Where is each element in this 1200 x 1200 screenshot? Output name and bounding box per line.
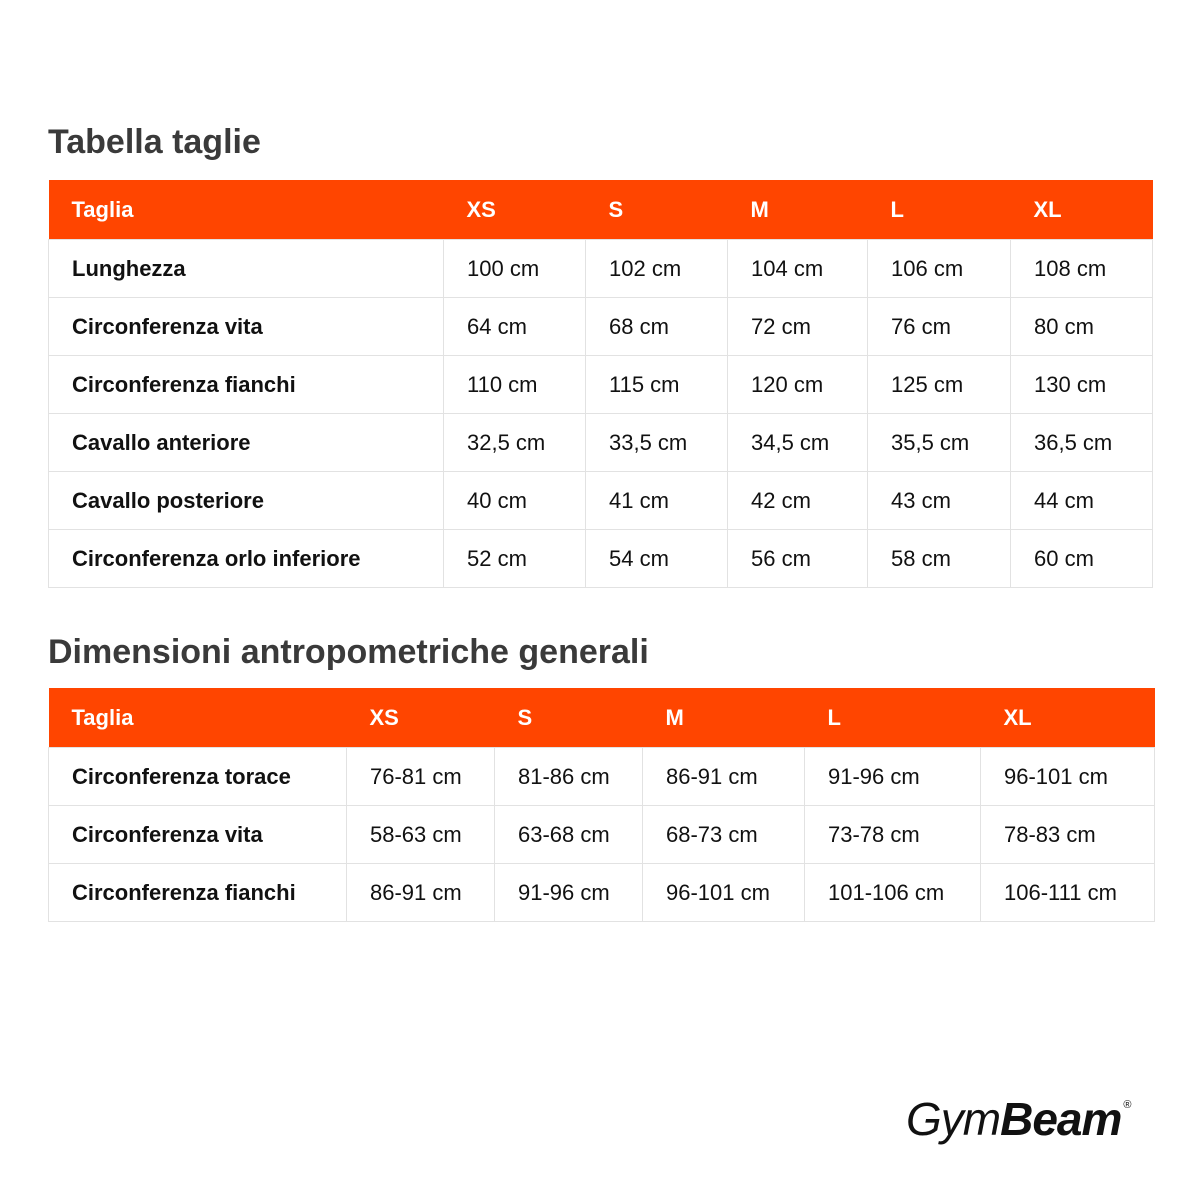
row-label: Circonferenza vita xyxy=(49,298,444,356)
table-row xyxy=(49,806,1155,864)
table-cell: 96-101 cm xyxy=(981,748,1155,806)
table-cell: 58 cm xyxy=(868,530,1011,588)
table-cell: 102 cm xyxy=(586,240,728,298)
table-cell: 68 cm xyxy=(586,298,728,356)
table-cell: 78-83 cm xyxy=(981,806,1155,864)
table-cell: 36,5 cm xyxy=(1011,414,1153,472)
header-cell: M xyxy=(728,180,868,240)
table-row xyxy=(49,748,1155,806)
body-dimensions-table xyxy=(48,688,1155,922)
table-cell: 58-63 cm xyxy=(347,806,495,864)
table-cell: 96-101 cm xyxy=(643,864,805,922)
row-label: Lunghezza xyxy=(49,240,444,298)
table-cell: 32,5 cm xyxy=(444,414,586,472)
table-cell: 86-91 cm xyxy=(643,748,805,806)
table-row xyxy=(49,530,1153,588)
table-cell: 41 cm xyxy=(586,472,728,530)
table-cell: 110 cm xyxy=(444,356,586,414)
table-cell: 42 cm xyxy=(728,472,868,530)
table-row xyxy=(49,356,1153,414)
size-chart-title: Tabella taglie xyxy=(48,123,261,161)
table-row xyxy=(49,240,1153,298)
table-cell: 104 cm xyxy=(728,240,868,298)
table-row xyxy=(49,414,1153,472)
row-label: Circonferenza torace xyxy=(49,748,347,806)
table-cell: 115 cm xyxy=(586,356,728,414)
size-chart-table xyxy=(48,180,1153,588)
table-cell: 68-73 cm xyxy=(643,806,805,864)
row-label: Cavallo posteriore xyxy=(49,472,444,530)
table-cell: 52 cm xyxy=(444,530,586,588)
table-cell: 86-91 cm xyxy=(347,864,495,922)
table-row xyxy=(49,298,1153,356)
row-label: Cavallo anteriore xyxy=(49,414,444,472)
table-cell: 80 cm xyxy=(1011,298,1153,356)
header-cell: S xyxy=(495,688,643,748)
header-cell: L xyxy=(868,180,1011,240)
table-cell: 106-111 cm xyxy=(981,864,1155,922)
header-cell: M xyxy=(643,688,805,748)
table-cell: 76-81 cm xyxy=(347,748,495,806)
table-cell: 100 cm xyxy=(444,240,586,298)
table-cell: 64 cm xyxy=(444,298,586,356)
header-cell: L xyxy=(805,688,981,748)
table-cell: 43 cm xyxy=(868,472,1011,530)
table-cell: 120 cm xyxy=(728,356,868,414)
header-cell: Taglia xyxy=(49,180,444,240)
table-cell: 125 cm xyxy=(868,356,1011,414)
table-cell: 56 cm xyxy=(728,530,868,588)
header-cell: XS xyxy=(347,688,495,748)
header-cell: S xyxy=(586,180,728,240)
logo-text-beam: Beam xyxy=(1000,1093,1122,1145)
body-dimensions-title: Dimensioni antropometriche generali xyxy=(48,633,649,671)
table-cell: 63-68 cm xyxy=(495,806,643,864)
row-label: Circonferenza orlo inferiore xyxy=(49,530,444,588)
table-cell: 44 cm xyxy=(1011,472,1153,530)
table-cell: 106 cm xyxy=(868,240,1011,298)
row-label: Circonferenza vita xyxy=(49,806,347,864)
logo-text-gym: Gym xyxy=(906,1093,1001,1145)
table-cell: 81-86 cm xyxy=(495,748,643,806)
table-cell: 35,5 cm xyxy=(868,414,1011,472)
table-cell: 91-96 cm xyxy=(805,748,981,806)
table-header-row xyxy=(49,180,1153,240)
header-cell: XS xyxy=(444,180,586,240)
table-cell: 73-78 cm xyxy=(805,806,981,864)
table-cell: 130 cm xyxy=(1011,356,1153,414)
table-cell: 72 cm xyxy=(728,298,868,356)
row-label: Circonferenza fianchi xyxy=(49,356,444,414)
header-cell: XL xyxy=(981,688,1155,748)
table-cell: 40 cm xyxy=(444,472,586,530)
table-cell: 91-96 cm xyxy=(495,864,643,922)
table-cell: 76 cm xyxy=(868,298,1011,356)
table-cell: 60 cm xyxy=(1011,530,1153,588)
table-header-row xyxy=(49,688,1155,748)
table-cell: 33,5 cm xyxy=(586,414,728,472)
header-cell: XL xyxy=(1011,180,1153,240)
gymbeam-logo xyxy=(906,1093,1131,1145)
header-cell: Taglia xyxy=(49,688,347,748)
table-row xyxy=(49,472,1153,530)
table-cell: 101-106 cm xyxy=(805,864,981,922)
table-cell: 34,5 cm xyxy=(728,414,868,472)
row-label: Circonferenza fianchi xyxy=(49,864,347,922)
table-row xyxy=(49,864,1155,922)
registered-mark: ® xyxy=(1123,1099,1131,1111)
table-cell: 108 cm xyxy=(1011,240,1153,298)
table-cell: 54 cm xyxy=(586,530,728,588)
